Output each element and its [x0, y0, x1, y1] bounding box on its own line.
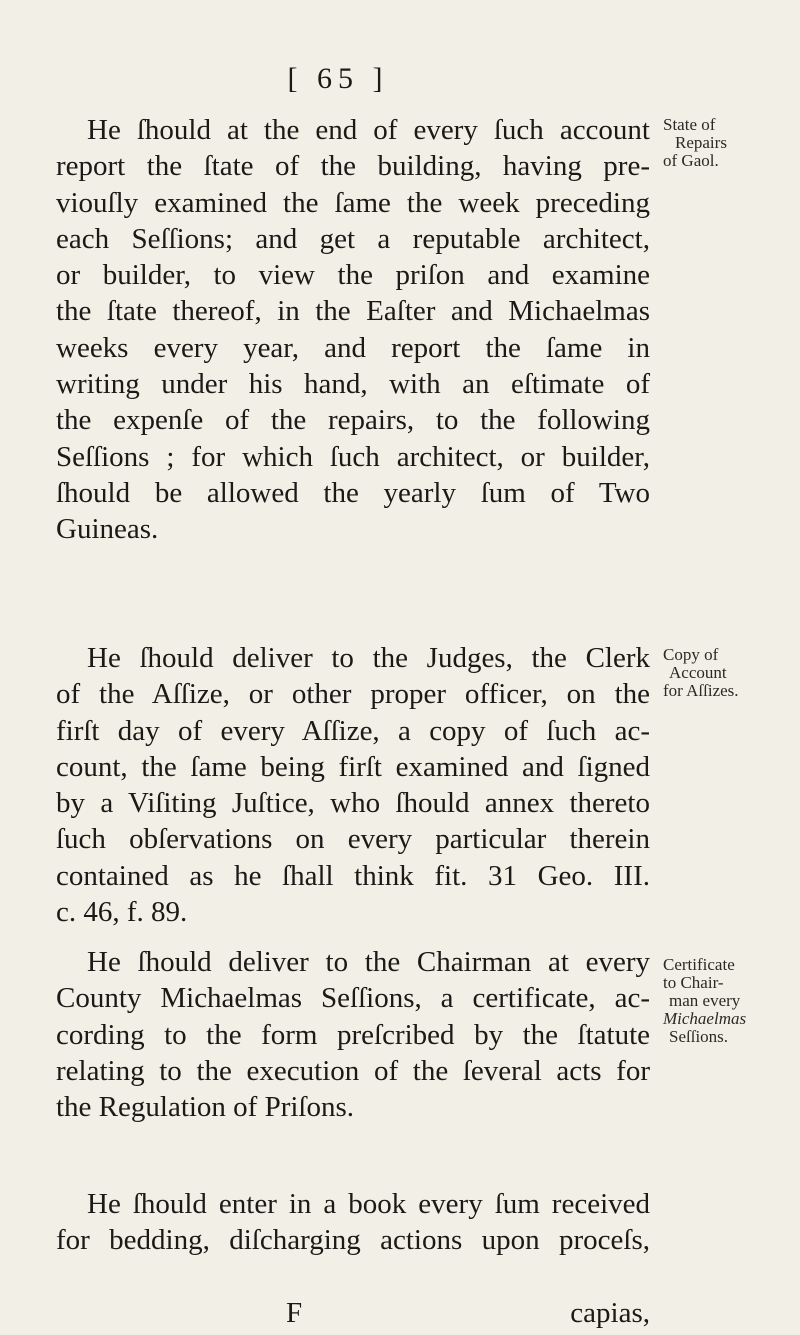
text-line: He ſhould enter in a book every ſum received	[87, 1188, 650, 1220]
margin-note-line: Copy of	[663, 645, 719, 664]
margin-note-line: for Aſſizes.	[663, 681, 739, 700]
paragraph-state-of-repairs	[56, 112, 650, 548]
text-line: writing under his hand, with an eſtimate of	[56, 368, 650, 401]
text-line: of the Aſſize, or other proper officer, on the	[56, 678, 650, 711]
catchword: capias,	[570, 1297, 650, 1329]
margin-note-line: Seſſions.	[669, 1027, 729, 1046]
text-line: viouſly examined the ſame the week preceding	[56, 186, 650, 219]
text-line: County Michaelmas Seſſions, a certificate, ac-	[56, 982, 650, 1015]
text-line: the ſtate thereof, in the Eaſter and Michaelmas	[56, 295, 650, 328]
text-line: Seſſions ; for which ſuch architect, or builder,	[56, 440, 650, 473]
text-line: He ſhould at the end of every ſuch account	[87, 114, 650, 146]
margin-note-line: man every	[669, 991, 741, 1010]
text-line: the Regulation of Priſons.	[56, 1091, 355, 1124]
margin-note-line: State of	[663, 115, 716, 134]
text-line: report the ſtate of the building, having pre-	[56, 150, 650, 183]
paragraph-certificate	[56, 944, 650, 1125]
margin-note-line: Michaelmas	[663, 1009, 747, 1028]
text-line: cording to the form preſcribed by the ſtatute	[56, 1018, 650, 1051]
margin-note-line: of Gaol.	[663, 151, 719, 170]
text-line: for bedding, diſcharging actions upon proceſs,	[56, 1224, 650, 1257]
text-line: contained as he ſhall think fit. 31 Geo. III.	[56, 859, 650, 892]
text-line: c. 46, f. 89.	[56, 896, 188, 929]
signature-mark: F	[286, 1297, 303, 1329]
text-line: each Seſſions; and get a reputable architect,	[56, 222, 650, 255]
text-line: He ſhould deliver to the Judges, the Clerk	[87, 642, 650, 674]
margin-note-line: to Chair-	[663, 973, 724, 992]
margin-note-certificate	[663, 956, 793, 1046]
text-line: or builder, to view the priſon and examine	[56, 259, 650, 292]
text-line: the expenſe of the repairs, to the following	[56, 404, 650, 437]
text-line: Guineas.	[56, 513, 159, 546]
margin-note-line: Repairs	[675, 133, 727, 152]
page-number: [ 65 ]	[287, 62, 389, 95]
margin-note-state-of-repairs	[663, 116, 793, 170]
text-line: relating to the execution of the ſeveral acts for	[56, 1054, 650, 1087]
text-line: weeks every year, and report the ſame in	[56, 331, 650, 364]
margin-note-line: Certificate	[663, 955, 735, 974]
text-line: by a Viſiting Juſtice, who ſhould annex thereto	[56, 787, 650, 820]
paragraph-copy-of-account	[56, 640, 650, 930]
paragraph-book-of-sums	[56, 1186, 650, 1259]
text-line: count, the ſame being firſt examined and ſigned	[56, 750, 650, 783]
text-line: ſhould be allowed the yearly ſum of Two	[56, 476, 650, 509]
margin-note-copy-of-account	[663, 646, 793, 700]
text-line: firſt day of every Aſſize, a copy of ſuch ac-	[56, 714, 650, 747]
margin-note-line: Account	[669, 663, 727, 682]
text-line: ſuch obſervations on every particular therein	[56, 823, 650, 856]
text-line: He ſhould deliver to the Chairman at every	[87, 946, 650, 978]
